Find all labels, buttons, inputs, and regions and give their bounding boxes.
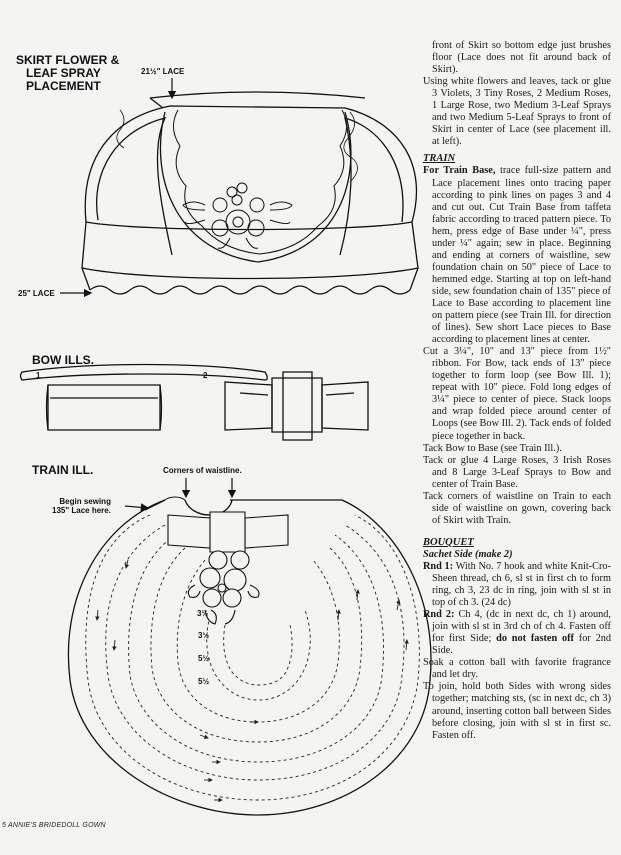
text-paragraph: Rnd 2: Ch 4, (dc in next dc, ch 1) around, join with sl st in 3rd ch of ch 4. Fasten off for first Side; do not fasten off for 2nd Side. bbox=[423, 609, 612, 657]
text-paragraph: Soak a cotton ball with favorite fragrance and let dry. bbox=[423, 657, 611, 681]
text-paragraph: Tack corners of waistline on Train to each side of waistline on gown, covering back of Skirt with Train. bbox=[423, 490, 611, 526]
train-bow-flowers bbox=[168, 512, 288, 624]
sachet-subheading: Sachet Side (make 2) bbox=[423, 548, 513, 560]
text-paragraph: To join, hold both Sides with wrong sides together; matching sts, (sc in next dc, ch 3) around, inserting cotton ball between Sides before closing, join with sl st in first sc. Fasten off. bbox=[423, 681, 611, 741]
measure-3: 5½ bbox=[198, 654, 210, 663]
lace-label-side: 25" LACE bbox=[18, 289, 55, 298]
page-footer: 5 ANNIE'S BRIDEDOLL GOWN bbox=[2, 822, 106, 829]
measure-1: 3½ bbox=[197, 609, 209, 618]
bow-fig-1-label: 1 bbox=[36, 371, 41, 380]
corners-label: Corners of waistline. bbox=[163, 466, 242, 475]
bow-ill-2 bbox=[225, 372, 368, 440]
begin-arrow bbox=[125, 506, 148, 508]
text-paragraph: Tack Bow to Base (see Train Ill.). bbox=[423, 442, 562, 454]
bouquet-heading: BOUQUET bbox=[423, 536, 474, 548]
text-paragraph: Tack or glue 4 Large Roses, 3 Irish Roses and 8 Large 3-Leaf Sprays to Bow and center of Train Base. bbox=[423, 454, 611, 490]
skirt-title: SKIRT FLOWER & LEAF SPRAY PLACEMENT bbox=[16, 53, 120, 93]
text-paragraph: Using white flowers and leaves, tack or glue 3 Violets, 3 Tiny Roses, 2 Medium Roses, 1 Large Rose, two Medium 3-Leaf Sprays and two Medium 5-Leaf Sprays to front of Skirt in center of Lace (see placement ill. at left). bbox=[423, 76, 611, 148]
bow-ill-1 bbox=[21, 365, 268, 431]
train-heading: TRAIN bbox=[423, 153, 456, 165]
text-paragraph: Rnd 1: With No. 7 hook and white Knit-Cro-Sheen thread, ch 6, sl st in first ch to form ring, ch 3, 23 dc in ring, join with sl st in top of ch 3. (24 dc) bbox=[423, 560, 611, 609]
train-lace-lines bbox=[86, 515, 420, 800]
measure-2: 3½ bbox=[198, 631, 210, 640]
lace-label-top: 21½" LACE bbox=[141, 67, 185, 76]
begin-sewing-label: Begin sewing 135" Lace here. bbox=[52, 497, 111, 515]
bow-title: BOW ILLS. bbox=[32, 353, 94, 367]
text-paragraph: Cut a 3¼", 10" and 13" piece from 1½" ribbon. For Bow, tack ends of 13" piece together to form loop (see Bow Ill. 1); repeat with 10" piece. Fold long edges of 3¼" piece to center of piece. Stack loops and wrap folded piece around center of Loops (see Bow Ill. 2). Tack ends of folded piece together in back. bbox=[423, 346, 611, 442]
measure-4: 5½ bbox=[198, 677, 210, 686]
skirt-illustration bbox=[82, 92, 418, 294]
text-paragraph: front of Skirt so bottom edge just brushes floor (Lace does not fit around back of Skirt). bbox=[432, 40, 611, 76]
bow-fig-2-label: 2 bbox=[203, 371, 208, 380]
instructions-column bbox=[423, 40, 611, 742]
train-title: TRAIN ILL. bbox=[32, 463, 94, 477]
text-paragraph: For Train Base, trace full-size pattern and Lace placement lines onto tracing paper according to pink lines on pages 3 and 4 and cut out. Cut Train Base from taffeta fabric according to traced pattern piece. To hem, press edge of Base under ¼", press under ¼" again; sew in place. Beginning and ending at corners of waistline, sew foundation chain on 50" piece of Lace to hemmed edge. Starting at top on left-hand side, sew foundation chain of 135" piece of Lace to Base according to placement line on pattern piece (see Train Ill. for direction of lines). Sew short Lace pieces to Base according to placement lines at center. bbox=[423, 165, 611, 346]
